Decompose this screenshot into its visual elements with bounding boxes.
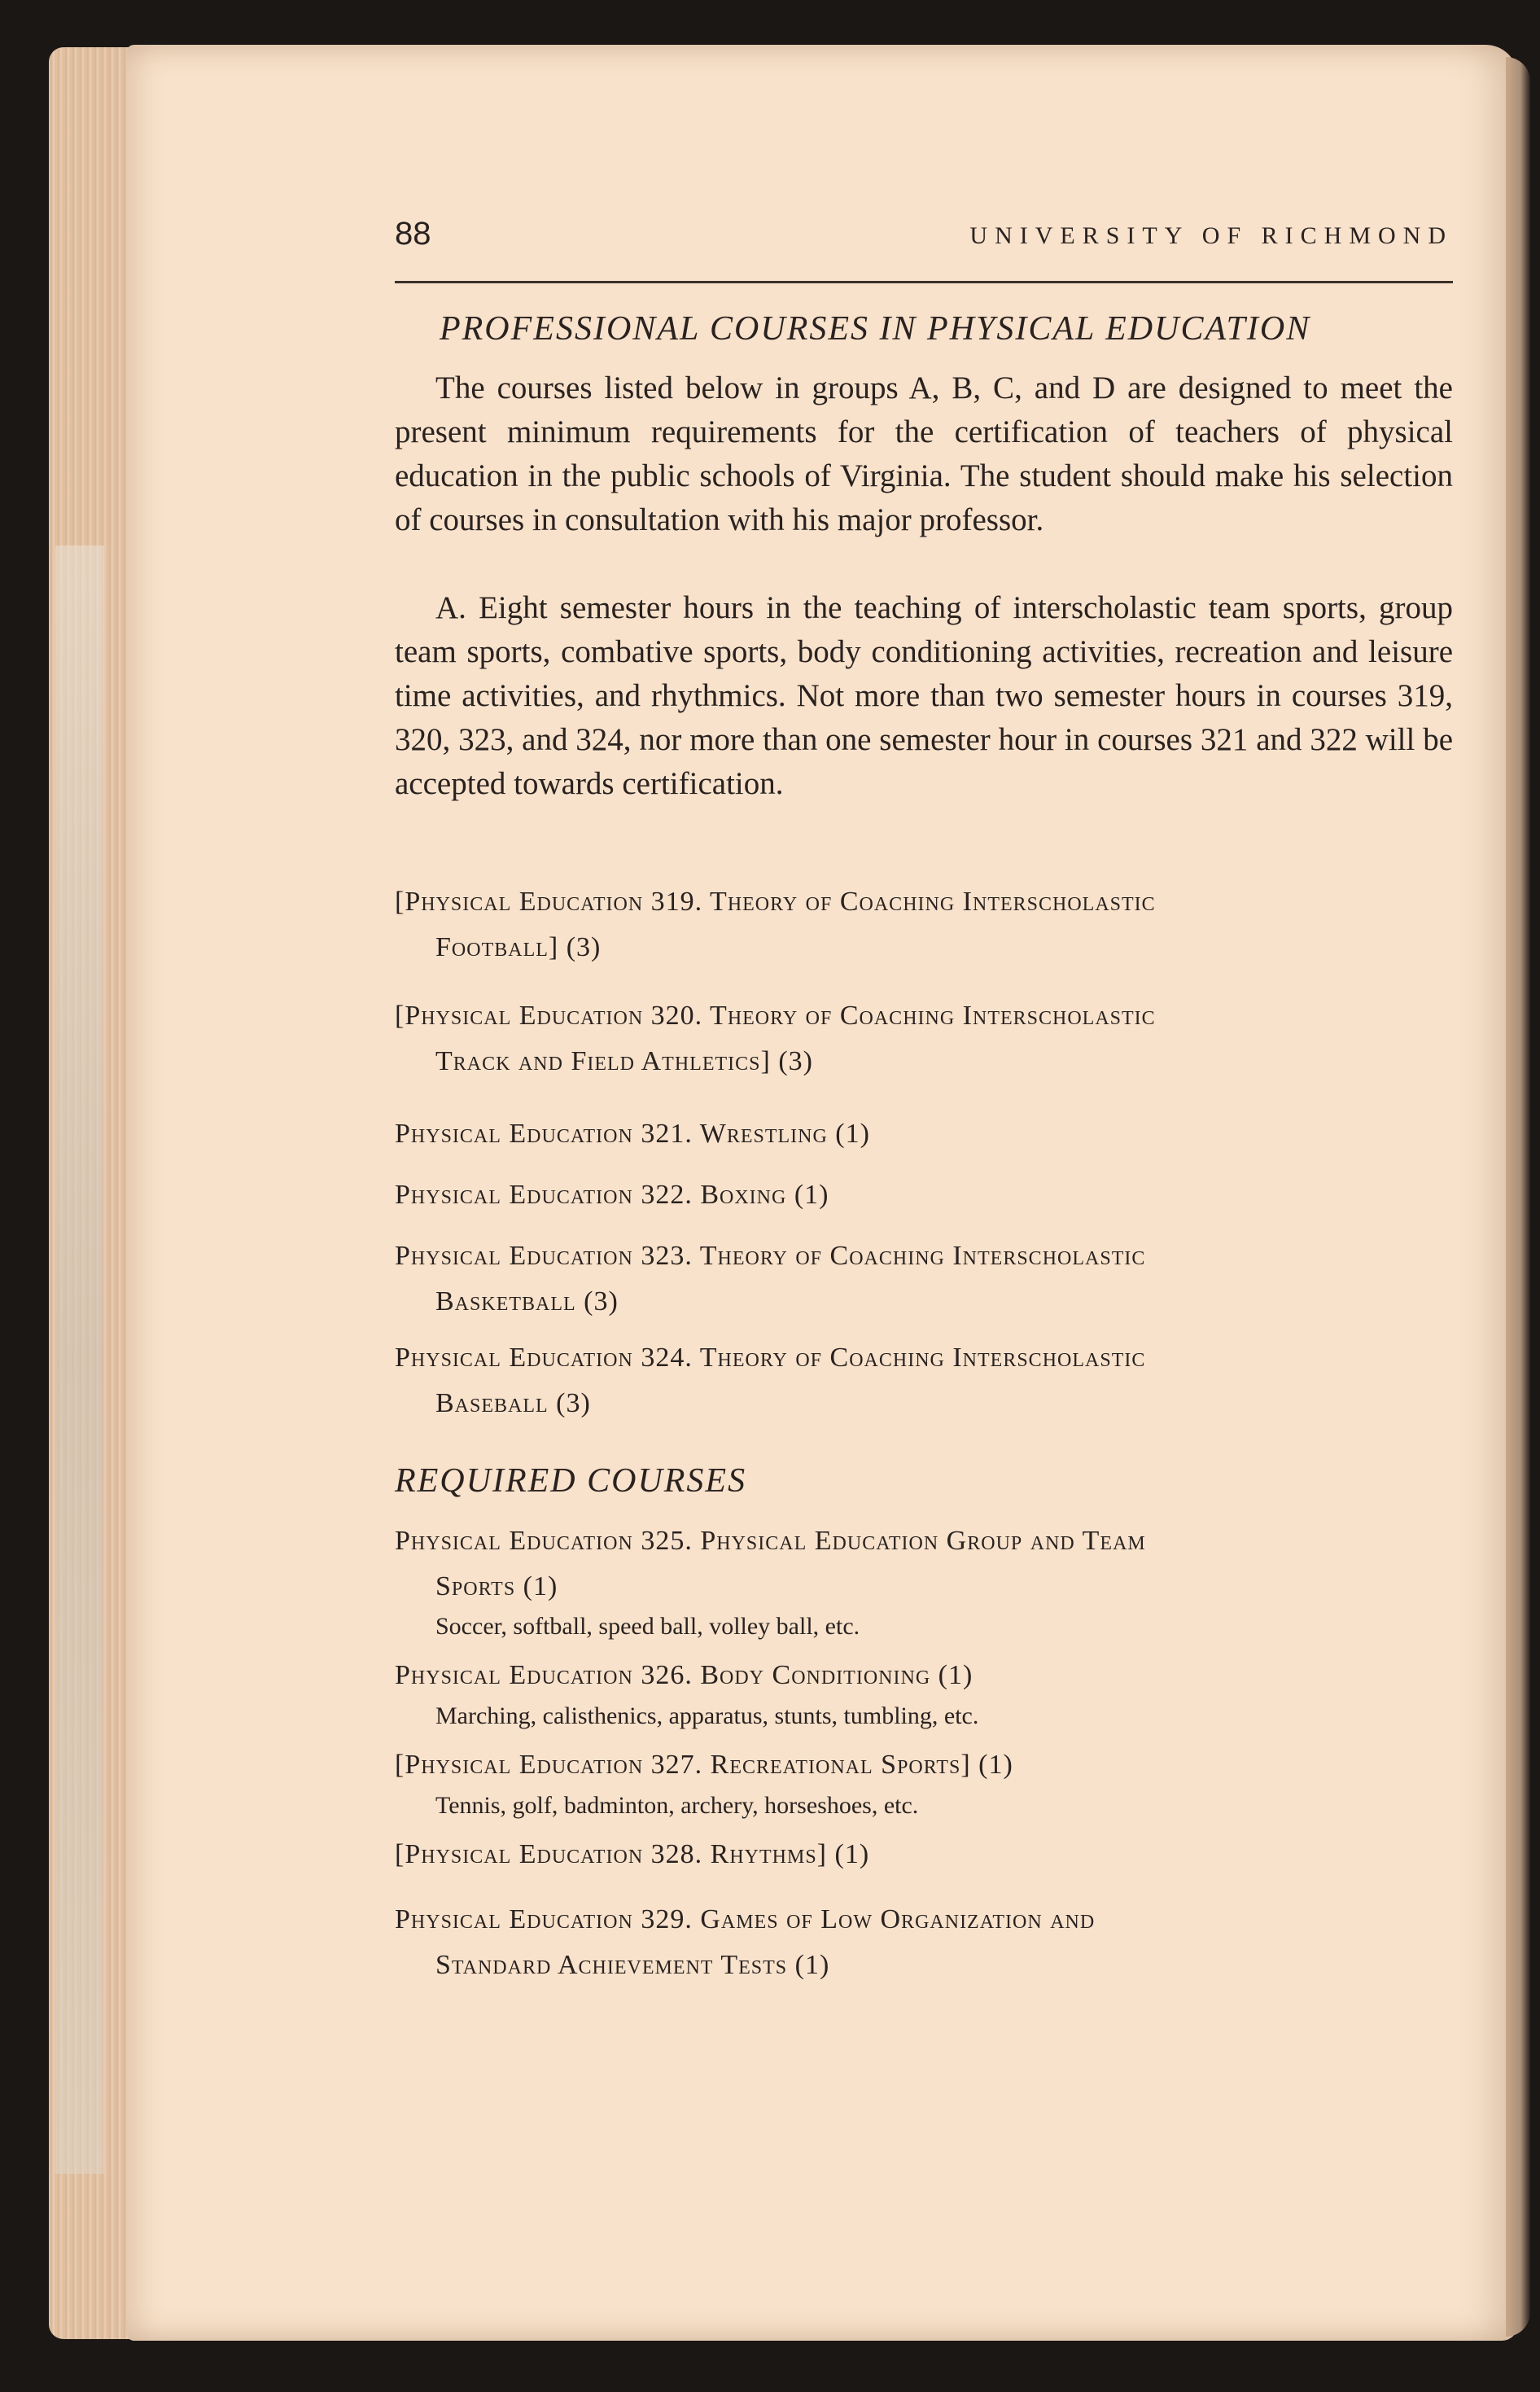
course-328 [395,1832,1453,1877]
header-rule [395,281,1453,283]
course-line: Physical Education 325. Physical Education Group and Team [395,1526,1146,1556]
course-line-continued: Football] (3) [435,932,602,962]
course-322 [395,1172,1453,1218]
course-319 [395,879,1453,970]
course-line-continued: Baseball (3) [435,1388,591,1418]
course-323 [395,1233,1453,1325]
course-320 [395,993,1453,1084]
course-line: Physical Education 329. Games of Low Organization and [395,1904,1096,1934]
course-321 [395,1111,1453,1157]
course-327 [395,1742,1453,1788]
course-line-continued: Basketball (3) [435,1286,619,1316]
course-line: [Physical Education 327. Recreational Sports] (1) [395,1750,1013,1780]
page-right-edge [1506,57,1530,2337]
course-327-description: Tennis, golf, badminton, archery, horseshoes, etc. [435,1792,919,1819]
course-line: [Physical Education 328. Rhythms] (1) [395,1839,870,1869]
paragraph-a: A. Eight semester hours in the teaching of interscholastic team sports, group team sports, combative sports, body conditioning activities, recreation and leisure time activities, and rhythmics. Not more than two semester hours in courses 319, 320, 323, and 324, nor more than one semester hour in courses 321 and 322 will be accepted towards certification. [395,590,1453,801]
course-line: Physical Education 323. Theory of Coaching Interscholastic [395,1241,1146,1271]
course-line: [Physical Education 319. Theory of Coaching Interscholastic [395,887,1156,917]
course-line: Physical Education 326. Body Conditioning (1) [395,1660,973,1690]
running-header [395,216,1453,273]
course-line-continued: Standard Achievement Tests (1) [435,1950,830,1980]
course-line-continued: Track and Field Athletics] (3) [435,1046,813,1076]
course-line: Physical Education 322. Boxing (1) [395,1180,829,1210]
course-326 [395,1653,1453,1698]
course-324 [395,1335,1453,1426]
course-325 [395,1518,1453,1610]
course-line: [Physical Education 320. Theory of Coaching Interscholastic [395,1001,1156,1031]
header-title: UNIVERSITY OF RICHMOND [969,222,1453,249]
course-line: Physical Education 324. Theory of Coaching Interscholastic [395,1343,1146,1373]
intro-paragraph: The courses listed below in groups A, B, C, and D are designed to meet the present minimum requirements for the certification of teachers of physical education in the public schools of Virginia. The student should make his selection of courses in consultation with his major professor. [395,370,1453,537]
page-shadow [55,545,104,2174]
course-325-description: Soccer, softball, speed ball, volley ball, etc. [435,1613,860,1640]
course-line-continued: Sports (1) [435,1571,558,1601]
page-number: 88 [395,216,431,252]
course-line: Physical Education 321. Wrestling (1) [395,1119,870,1149]
section-heading-professional: PROFESSIONAL COURSES IN PHYSICAL EDUCATION [440,310,1311,348]
section-heading-required: REQUIRED COURSES [395,1462,747,1500]
course-329 [395,1897,1453,1988]
course-326-description: Marching, calisthenics, apparatus, stunts, tumbling, etc. [435,1702,979,1729]
